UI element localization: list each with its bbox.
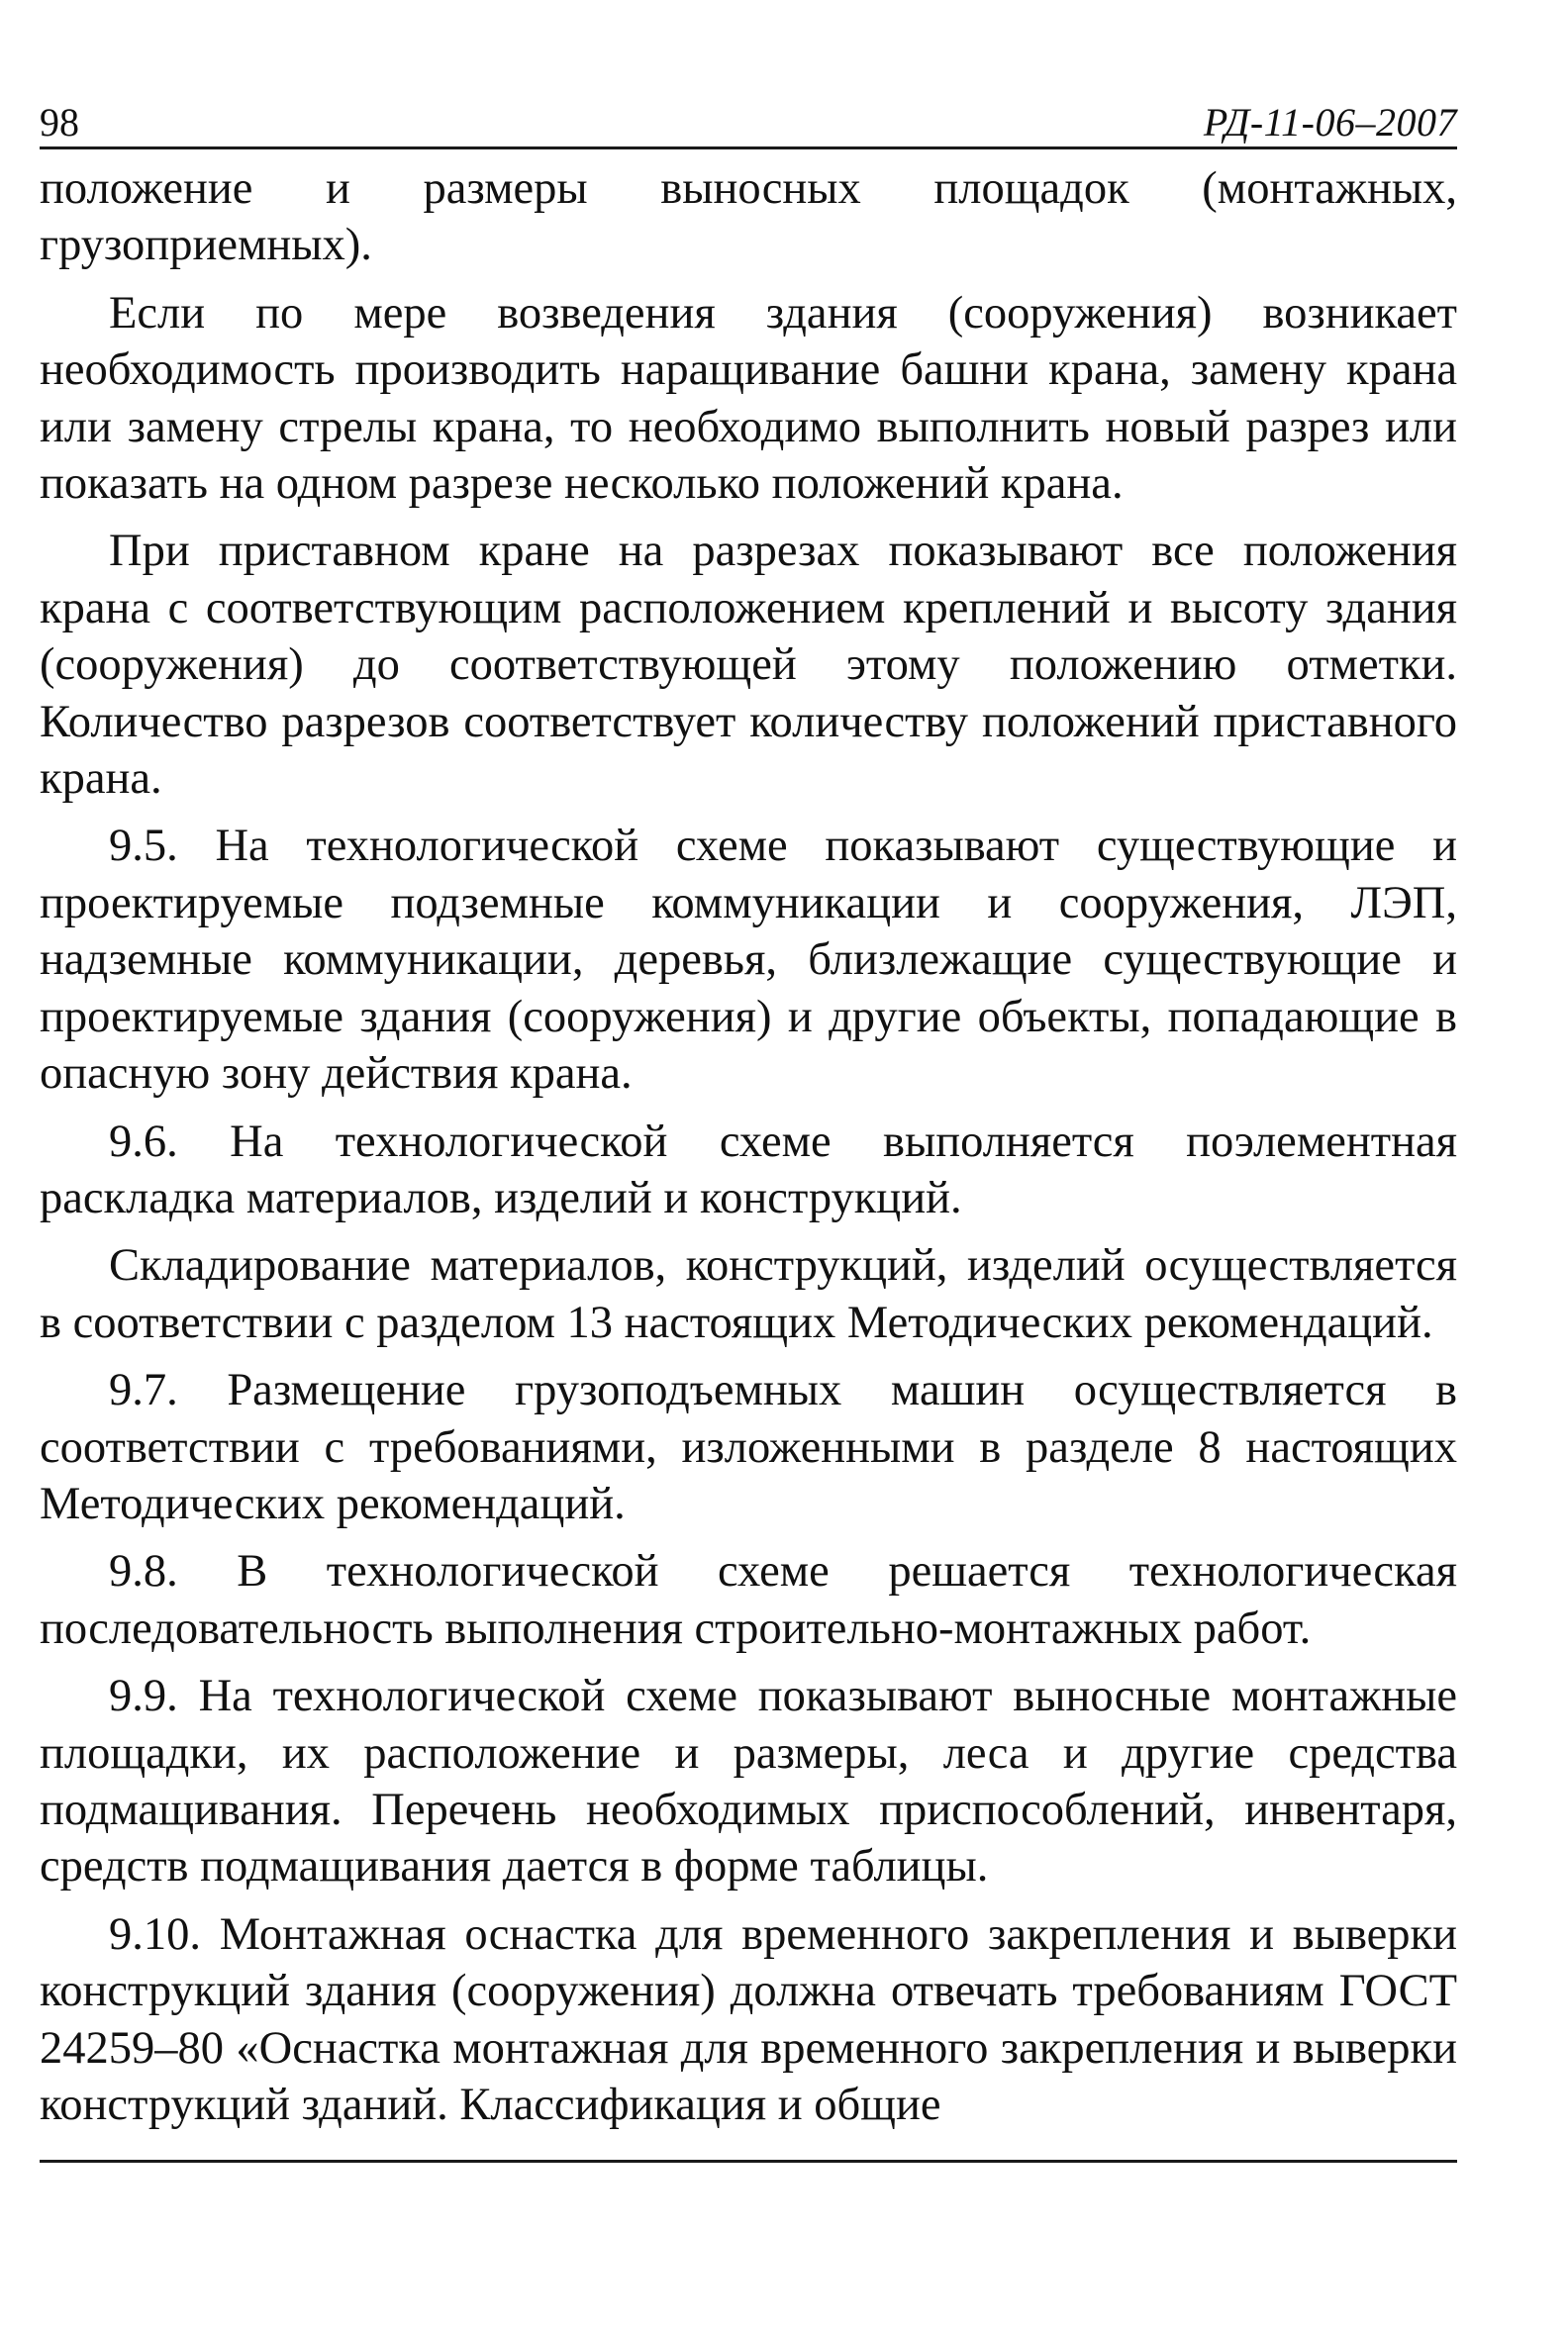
paragraph-9-8: 9.8. В технологической схеме решается технологическая последовательность выполнения строительно-монтажных работ. [40, 1546, 1457, 1654]
paragraph-9-5: 9.5. На технологической схеме показывают существующие и проектируемые подземные коммуникации и сооружения, ЛЭП, надземные коммуникации, деревья, близлежащие существующие и проектируемые здания (сооружения) и другие объекты, попадающие в опасную зону действия крана. [40, 821, 1457, 1100]
body-text [40, 160, 1457, 2133]
footer-divider [40, 2160, 1457, 2163]
paragraph-attached-crane: При приставном кране на разрезах показывают все положения крана с соответствующим расположением креплений и высоту здания (сооружения) до соответствующей этому положению отметки. Количество разрезов соответствует количеству положений приставного крана. [40, 526, 1457, 805]
paragraph-storage: Складирование материалов, конструкций, изделий осуществляется в соответствии с разделом 13 настоящих Методических рекомендаций. [40, 1240, 1457, 1348]
paragraph-9-9: 9.9. На технологической схеме показывают выносные монтажные площадки, их расположение и размеры, леса и другие средства подмащивания. Перечень необходимых приспособлений, инвентаря, средств подмащивания дается в форме таблицы. [40, 1671, 1457, 1893]
paragraph-9-10: 9.10. Монтажная оснастка для временного закрепления и выверки конструкций здания (сооружения) должна отвечать требованиям ГОСТ 24259–80 «Оснастка монтажная для временного закрепления и выверки конструкций зданий. Классификация и общие [40, 1908, 1457, 2130]
page-header [40, 91, 1457, 149]
document-code: РД-11-06–2007 [1203, 100, 1457, 145]
paragraph-9-7: 9.7. Размещение грузоподъемных машин осуществляется в соответствии с требованиями, изложенными в разделе 8 настоящих Методических рекомендаций. [40, 1365, 1457, 1529]
paragraph-continuation: положение и размеры выносных площадок (монтажных, грузоприемных). [40, 163, 1457, 271]
paragraph-9-6: 9.6. На технологической схеме выполняется поэлементная раскладка материалов, изделий и конструкций. [40, 1116, 1457, 1223]
paragraph-crane-extension: Если по мере возведения здания (сооружения) возникает необходимость производить наращивание башни крана, замену крана или замену стрелы крана, то необходимо выполнить новый разрез или показать на одном разрезе несколько положений крана. [40, 287, 1457, 510]
page-number: 98 [40, 100, 79, 145]
